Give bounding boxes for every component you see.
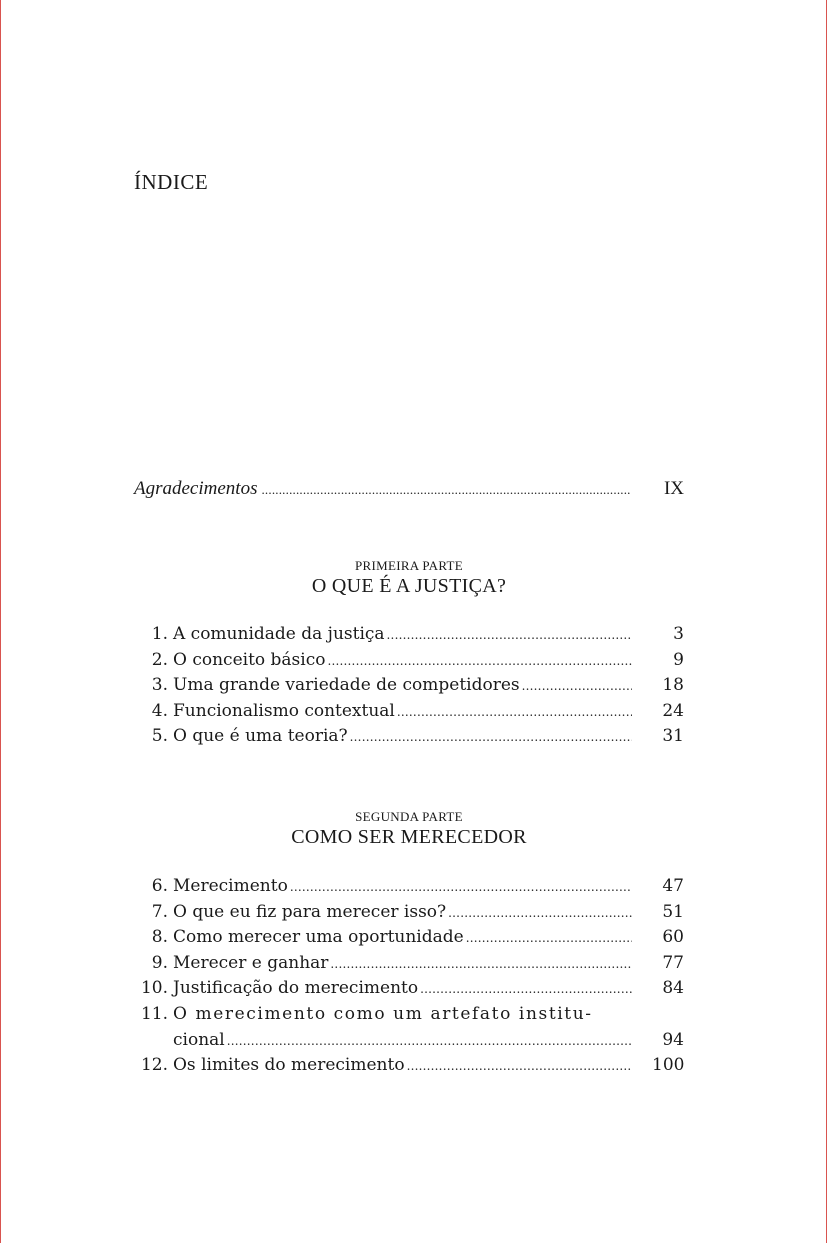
entry-page: IX <box>663 478 684 499</box>
entry-title: Como merecer uma oportunidade <box>173 927 464 948</box>
part2-label: SEGUNDA PARTE <box>355 809 463 824</box>
entry-page: 31 <box>662 726 684 747</box>
toc-entry-line2[interactable] <box>134 1030 684 1056</box>
entry-number: 3. <box>151 675 168 696</box>
entry-title: Merecimento <box>173 876 288 896</box>
entry-page: 18 <box>662 675 684 696</box>
entry-page: 3 <box>673 624 684 644</box>
entry-page: 51 <box>662 901 684 922</box>
entry-number: 8. <box>151 927 168 948</box>
toc-entry[interactable] <box>134 675 684 701</box>
entry-page: 9 <box>673 649 684 670</box>
entry-number: 6. <box>151 876 168 896</box>
entry-page: 60 <box>662 927 684 948</box>
toc-entry[interactable] <box>134 978 684 1004</box>
entry-number: 5. <box>151 726 168 747</box>
entry-number: 2. <box>151 649 168 670</box>
entry-number: 4. <box>151 700 168 721</box>
entry-title: O que é uma teoria? <box>173 726 348 747</box>
toc-entry[interactable] <box>134 650 684 676</box>
toc-entry-acknowledgements[interactable] <box>134 478 684 500</box>
entry-page: 84 <box>662 978 684 999</box>
dot-leader <box>327 654 632 668</box>
entry-number: 9. <box>151 952 168 973</box>
entry-title-continued: cional <box>173 1029 225 1050</box>
part2-toc <box>134 876 684 1081</box>
entry-page: 24 <box>662 700 684 721</box>
part1-title: O QUE É A JUSTIÇA? <box>311 575 507 597</box>
dot-leader <box>407 1059 632 1073</box>
entry-number: 7. <box>151 901 168 922</box>
toc-entry[interactable] <box>134 624 684 650</box>
entry-number: 11. <box>140 1003 168 1024</box>
dot-leader <box>330 957 632 971</box>
dot-leader <box>420 982 632 996</box>
part1-label: PRIMEIRA PARTE <box>354 558 464 573</box>
dot-leader <box>397 705 632 719</box>
toc-entry[interactable] <box>134 927 684 953</box>
entry-title: Merecer e ganhar <box>173 952 329 973</box>
toc-entry[interactable] <box>134 876 684 902</box>
part2-title: COMO SER MERECEDOR <box>291 826 527 848</box>
toc-entry[interactable] <box>134 902 684 928</box>
entry-page: 94 <box>662 1029 684 1050</box>
entry-title: Justificação do merecimento <box>173 978 419 999</box>
entry-number: 10. <box>140 978 168 999</box>
dot-leader <box>350 730 632 744</box>
entry-number: 1. <box>151 624 168 644</box>
entry-title: Funcionalismo contextual <box>173 700 395 721</box>
toc-entry[interactable] <box>134 953 684 979</box>
entry-title: O merecimento como um artefato institu- <box>173 1003 593 1024</box>
dot-leader <box>227 1034 632 1048</box>
dot-leader <box>290 880 632 894</box>
toc-entry[interactable] <box>134 1055 684 1081</box>
entry-title: Agradecimentos <box>134 478 258 499</box>
entry-page: 100 <box>652 1055 685 1076</box>
entry-page: 77 <box>662 952 684 973</box>
toc-entry-line1[interactable] <box>134 1004 684 1030</box>
index-heading: ÍNDICE <box>134 170 209 194</box>
entry-page: 47 <box>662 876 684 896</box>
toc-entry[interactable] <box>134 726 684 752</box>
dot-leader <box>448 906 632 920</box>
entry-title: A comunidade da justiça <box>173 624 385 644</box>
dot-leader <box>261 482 630 498</box>
dot-leader <box>466 931 632 945</box>
entry-title: O conceito básico <box>173 649 326 670</box>
dot-leader <box>387 628 632 642</box>
entry-title: Os limites do merecimento <box>173 1055 405 1076</box>
toc-entry[interactable] <box>134 701 684 727</box>
entry-title: Uma grande variedade de competidores <box>173 675 520 696</box>
entry-number: 12. <box>140 1055 168 1076</box>
dot-leader <box>522 679 632 693</box>
part1-toc <box>134 624 684 752</box>
entry-title: O que eu fiz para merecer isso? <box>173 901 447 922</box>
